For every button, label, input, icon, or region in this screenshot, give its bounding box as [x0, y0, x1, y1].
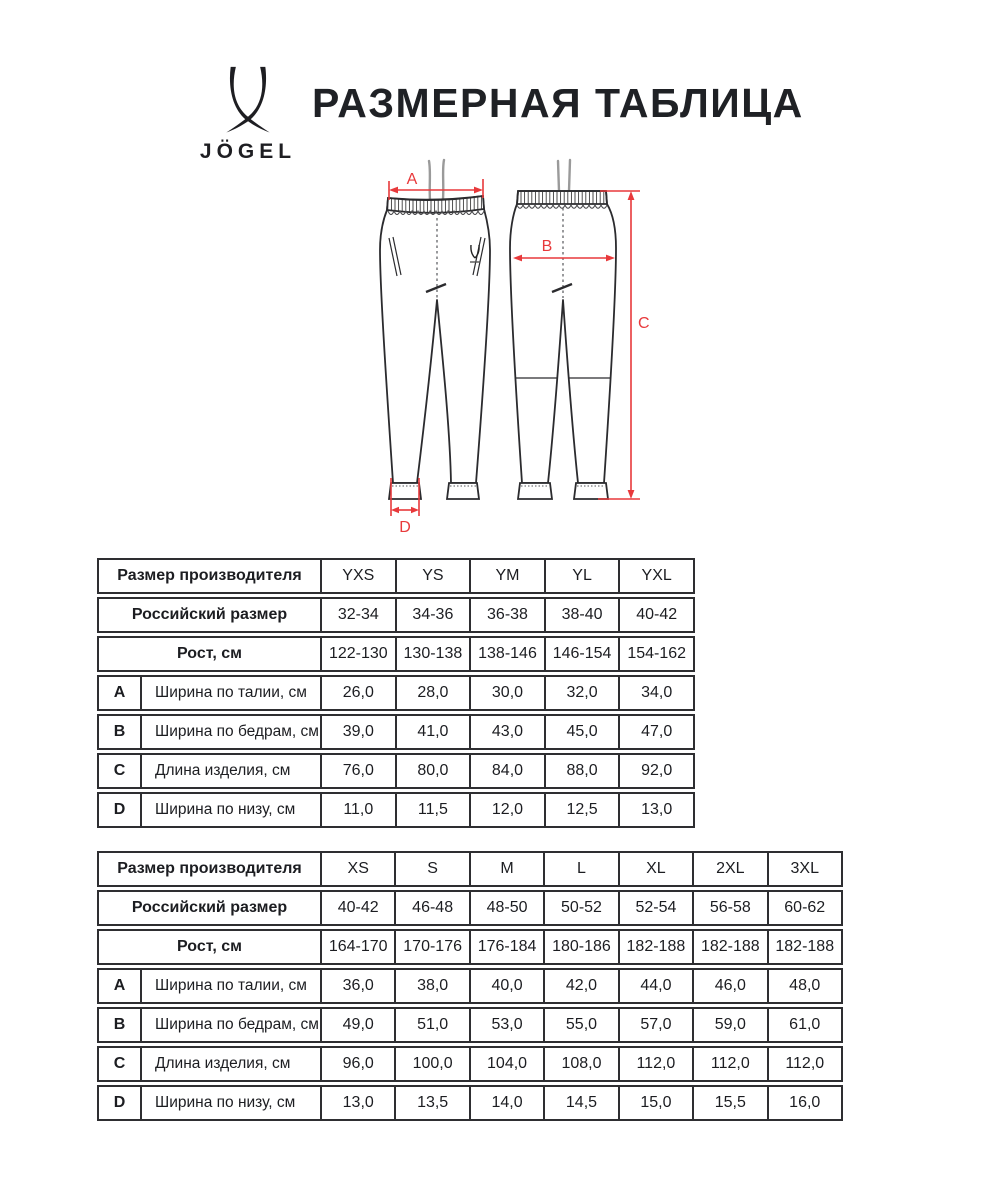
measure-value: 46,0 — [692, 970, 766, 1002]
table-row — [97, 714, 695, 750]
table-row — [97, 753, 695, 789]
measure-label-d: D — [399, 519, 411, 536]
measure-value: 48,0 — [767, 970, 841, 1002]
size-value: 154-162 — [618, 638, 693, 670]
size-value: 48-50 — [469, 892, 543, 924]
measure-letter: A — [113, 684, 126, 701]
measure-value: 112,0 — [692, 1048, 766, 1080]
row-header-label: Рост, см — [177, 645, 242, 662]
measure-label-a: A — [406, 171, 418, 188]
measure-value: 44,0 — [618, 970, 692, 1002]
measure-value: 100,0 — [394, 1048, 468, 1080]
measure-letter: D — [113, 801, 126, 818]
table-row — [97, 929, 843, 965]
page-title: РАЗМЕРНАЯ ТАБЛИЦА — [312, 80, 804, 126]
size-value: 50-52 — [543, 892, 617, 924]
measure-label: Длина изделия, см — [140, 1048, 320, 1080]
size-value: XS — [320, 853, 394, 885]
row-header-label: Российский размер — [131, 606, 288, 623]
measure-letter: B — [113, 723, 126, 740]
size-value: 170-176 — [394, 931, 468, 963]
measure-value: 36,0 — [320, 970, 394, 1002]
measure-value: 14,0 — [469, 1087, 543, 1119]
size-value: 36-38 — [469, 599, 544, 631]
table-row — [97, 675, 695, 711]
size-value: 182-188 — [692, 931, 766, 963]
measure-value: 41,0 — [395, 716, 470, 748]
measure-letter: A — [113, 977, 126, 994]
size-value: 60-62 — [767, 892, 841, 924]
measure-label-b: B — [541, 238, 553, 255]
size-value: YXS — [320, 560, 395, 592]
measure-value: 57,0 — [618, 1009, 692, 1041]
size-value: 2XL — [692, 853, 766, 885]
measure-value: 84,0 — [469, 755, 544, 787]
brand-wordmark: JÖGEL — [199, 140, 297, 163]
measure-label: Ширина по низу, см — [140, 794, 320, 826]
measure-value: 96,0 — [320, 1048, 394, 1080]
measure-value: 12,0 — [469, 794, 544, 826]
size-value: YM — [469, 560, 544, 592]
measure-value: 26,0 — [320, 677, 395, 709]
measure-value: 112,0 — [618, 1048, 692, 1080]
size-value: S — [394, 853, 468, 885]
measure-value: 40,0 — [469, 970, 543, 1002]
measure-letter: C — [113, 1055, 126, 1072]
measure-value: 49,0 — [320, 1009, 394, 1041]
measure-label: Длина изделия, см — [140, 755, 320, 787]
size-value: YXL — [618, 560, 693, 592]
size-value: 40-42 — [618, 599, 693, 631]
measure-value: 11,0 — [320, 794, 395, 826]
measure-value: 13,0 — [320, 1087, 394, 1119]
size-value: 176-184 — [469, 931, 543, 963]
measure-value: 47,0 — [618, 716, 693, 748]
measure-value: 112,0 — [767, 1048, 841, 1080]
measure-label: Ширина по талии, см — [140, 970, 320, 1002]
size-value: YL — [544, 560, 619, 592]
measure-value: 39,0 — [320, 716, 395, 748]
jogel-logo-icon — [222, 66, 274, 136]
row-header-label: Размер производителя — [117, 567, 302, 584]
table-row — [97, 597, 695, 633]
measure-value: 16,0 — [767, 1087, 841, 1119]
size-value: 52-54 — [618, 892, 692, 924]
measure-value: 14,5 — [543, 1087, 617, 1119]
brand-logo — [193, 66, 303, 164]
measure-value: 76,0 — [320, 755, 395, 787]
row-header-label: Российский размер — [131, 899, 288, 916]
size-value: 182-188 — [618, 931, 692, 963]
row-header-label: Рост, см — [177, 938, 242, 955]
measure-value: 15,0 — [618, 1087, 692, 1119]
size-table-adult — [97, 851, 843, 1124]
pants-back-view — [510, 160, 616, 499]
table-row — [97, 851, 843, 887]
pants-measurement-diagram — [350, 158, 670, 550]
table-row — [97, 792, 695, 828]
size-value: 138-146 — [469, 638, 544, 670]
table-row — [97, 558, 695, 594]
size-value: L — [543, 853, 617, 885]
measure-value: 61,0 — [767, 1009, 841, 1041]
measure-value: 53,0 — [469, 1009, 543, 1041]
size-value: 40-42 — [320, 892, 394, 924]
measure-value: 13,5 — [394, 1087, 468, 1119]
table-row — [97, 1046, 843, 1082]
size-value: 146-154 — [544, 638, 619, 670]
measure-value: 34,0 — [618, 677, 693, 709]
measure-value: 32,0 — [544, 677, 619, 709]
pants-front-view — [380, 160, 490, 499]
table-row — [97, 890, 843, 926]
size-value: 130-138 — [395, 638, 470, 670]
measure-label: Ширина по талии, см — [140, 677, 320, 709]
measure-value: 42,0 — [543, 970, 617, 1002]
measure-value: 11,5 — [395, 794, 470, 826]
size-value: 182-188 — [767, 931, 841, 963]
row-header-label: Размер производителя — [117, 860, 302, 877]
measure-letter: B — [113, 1016, 126, 1033]
measure-value: 88,0 — [544, 755, 619, 787]
measure-value: 55,0 — [543, 1009, 617, 1041]
size-value: XL — [618, 853, 692, 885]
table-row — [97, 968, 843, 1004]
measure-value: 38,0 — [394, 970, 468, 1002]
size-value: 38-40 — [544, 599, 619, 631]
measure-label: Ширина по бедрам, см — [140, 716, 320, 748]
measure-value: 45,0 — [544, 716, 619, 748]
measure-letter: D — [113, 1094, 126, 1111]
table-row — [97, 1085, 843, 1121]
table-row — [97, 636, 695, 672]
size-value: 164-170 — [320, 931, 394, 963]
measure-value: 104,0 — [469, 1048, 543, 1080]
measure-value: 13,0 — [618, 794, 693, 826]
size-value: 32-34 — [320, 599, 395, 631]
measure-value: 92,0 — [618, 755, 693, 787]
measure-value: 43,0 — [469, 716, 544, 748]
size-value: YS — [395, 560, 470, 592]
measure-value: 59,0 — [692, 1009, 766, 1041]
size-table-youth — [97, 558, 695, 831]
measure-value: 15,5 — [692, 1087, 766, 1119]
measure-label-c: C — [638, 315, 650, 332]
measure-label: Ширина по низу, см — [140, 1087, 320, 1119]
measure-letter: C — [113, 762, 126, 779]
measure-label: Ширина по бедрам, см — [140, 1009, 320, 1041]
size-value: 122-130 — [320, 638, 395, 670]
measure-value: 80,0 — [395, 755, 470, 787]
measure-value: 28,0 — [395, 677, 470, 709]
size-value: 46-48 — [394, 892, 468, 924]
measure-value: 108,0 — [543, 1048, 617, 1080]
size-value: M — [469, 853, 543, 885]
table-row — [97, 1007, 843, 1043]
measure-value: 12,5 — [544, 794, 619, 826]
size-value: 180-186 — [543, 931, 617, 963]
measure-value: 51,0 — [394, 1009, 468, 1041]
size-value: 34-36 — [395, 599, 470, 631]
size-value: 56-58 — [692, 892, 766, 924]
measure-value: 30,0 — [469, 677, 544, 709]
size-value: 3XL — [767, 853, 841, 885]
